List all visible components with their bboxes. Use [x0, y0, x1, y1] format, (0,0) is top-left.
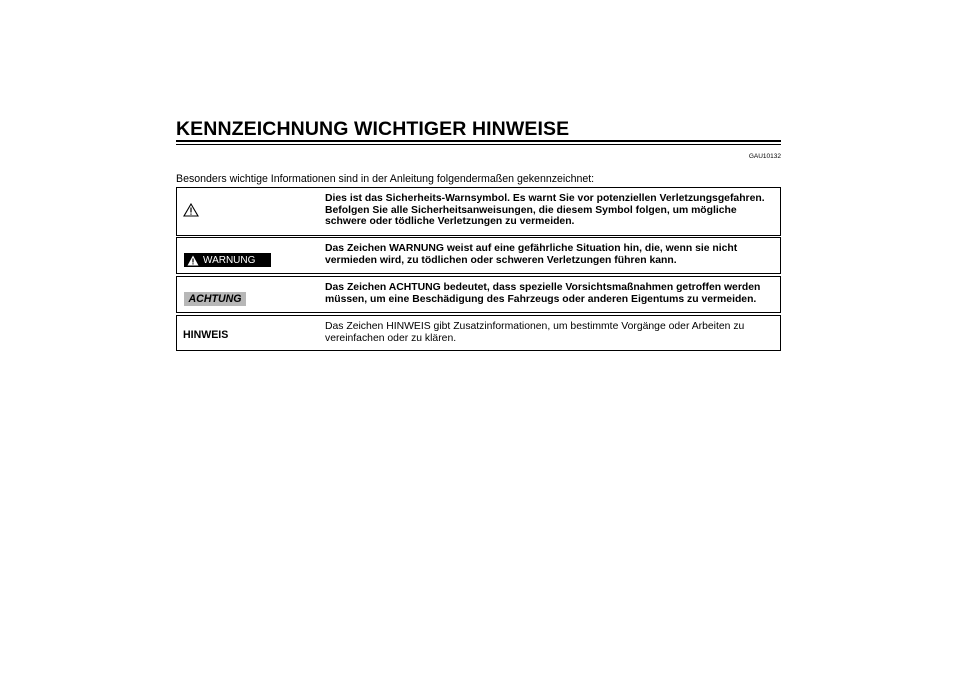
achtung-badge — [184, 292, 246, 306]
symbol-cell — [177, 277, 317, 312]
title-rule-thick — [176, 140, 781, 142]
document-code: GAU10132 — [748, 153, 781, 160]
warnung-badge — [184, 253, 271, 267]
symbol-cell — [177, 238, 317, 273]
notice-row-hinweis — [176, 315, 781, 351]
title-rule-thin — [176, 144, 781, 145]
intro-text: Besonders wichtige Informationen sind in der Anleitung folgendermaßen gekennzeichnet: — [176, 173, 595, 185]
symbol-cell — [177, 316, 317, 350]
notice-description: Das Zeichen WARNUNG weist auf eine gefährliche Situation hin, die, wenn sie nicht vermieden wird, zu tödlichen oder schweren Verletzungen führen kann. — [325, 243, 738, 266]
notice-row-warnung — [176, 237, 781, 274]
warning-triangle-icon — [187, 255, 199, 266]
alert-triangle-icon — [183, 203, 199, 217]
hinweis-label: HINWEIS — [183, 329, 229, 341]
achtung-label: ACHTUNG — [188, 293, 242, 305]
symbol-cell — [177, 188, 317, 235]
notice-description: Das Zeichen ACHTUNG bedeutet, dass spezielle Vorsichtsmaßnahmen getroffen werden müssen, um eine Beschädigung des Fahrzeugs oder anderen Eigentums zu vermeiden. — [325, 282, 761, 305]
page-title: KENNZEICHNUNG WICHTIGER HINWEISE — [176, 118, 570, 140]
warnung-label: WARNUNG — [203, 254, 256, 266]
notice-row-safety-symbol — [176, 187, 781, 236]
notice-description: Das Zeichen HINWEIS gibt Zusatzinformationen, um bestimmte Vorgänge oder Arbeiten zu vereinfachen oder zu klären. — [325, 321, 745, 344]
notice-row-achtung — [176, 276, 781, 313]
notice-description: Dies ist das Sicherheits-Warnsymbol. Es warnt Sie vor potenziellen Verletzungsgefahren. Befolgen Sie alle Sicherheitsanweisungen, die diesem Symbol folgen, um mögliche schwere oder tödliche Verletzungen zu vermeiden. — [325, 193, 765, 227]
